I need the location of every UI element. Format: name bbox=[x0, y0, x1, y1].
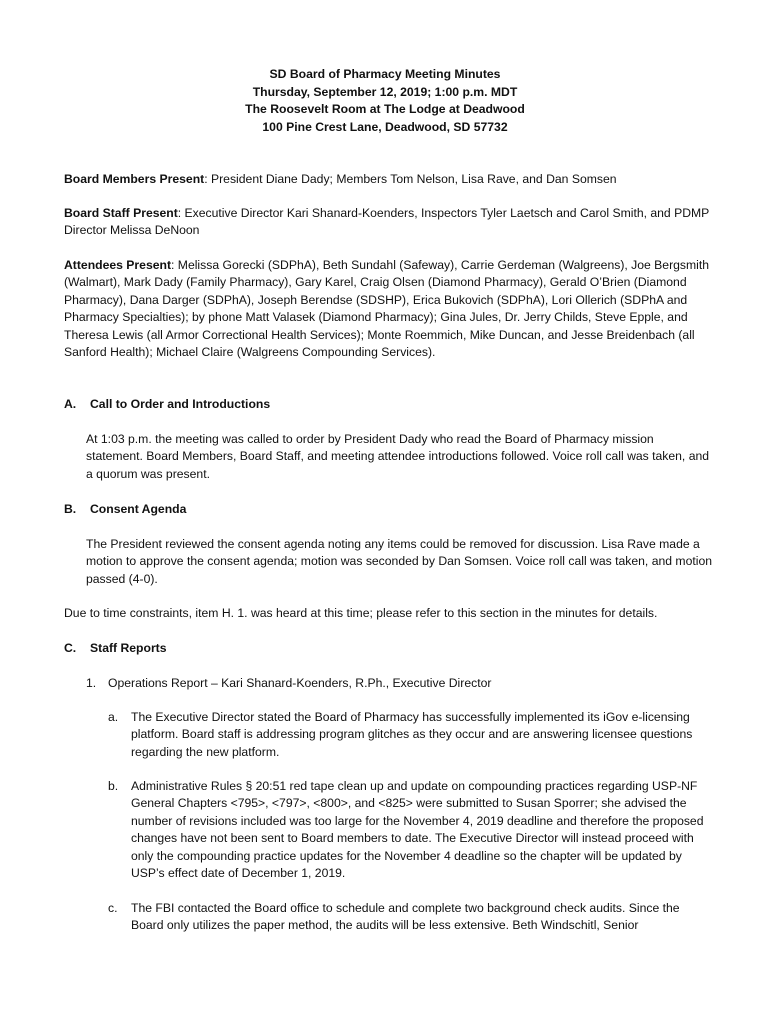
board-staff-text: : Executive Director Kari Shanard-Koenders, Inspectors Tyler Laetsch and Carol Smith, and PDMP Director Melissa DeNoon bbox=[64, 206, 710, 238]
section-b-letter: B. bbox=[64, 502, 77, 516]
time-constraints-note: Due to time constraints, item H. 1. was heard at this time; please refer to this section in the minutes for details. bbox=[64, 606, 658, 620]
sub-item-c bbox=[108, 900, 712, 935]
document-header bbox=[0, 66, 770, 136]
sub-item-a-text: The Executive Director stated the Board of Pharmacy has successfully implemented its iGov e-licensing platform. Board staff is addressing program glitches as they occur and are answering licensee questions regarding the new platform. bbox=[131, 710, 693, 759]
section-c-heading bbox=[64, 640, 167, 657]
section-c-title: Staff Reports bbox=[90, 641, 167, 655]
item-number: 1. bbox=[86, 676, 97, 690]
header-date: Thursday, September 12, 2019; 1:00 p.m. MDT bbox=[252, 84, 518, 99]
sub-item-a-letter: a. bbox=[108, 710, 119, 724]
board-staff-present bbox=[64, 205, 714, 240]
section-b-body: The President reviewed the consent agenda noting any items could be removed for discussion. Lisa Rave made a motion to approve the consent agenda; motion was seconded by Dan Somsen. Voice roll call was taken, and motion passed (4-0). bbox=[86, 537, 712, 586]
section-c-letter: C. bbox=[64, 641, 77, 655]
sub-item-c-text: The FBI contacted the Board office to schedule and complete two background check audits. Since the Board only utilizes the paper method, the audits will be less extensive. Beth Windschitl, Senior bbox=[131, 901, 680, 933]
section-a-title: Call to Order and Introductions bbox=[90, 397, 271, 411]
attendees-label: Attendees Present bbox=[64, 258, 172, 272]
header-location: The Roosevelt Room at The Lodge at Deadwood bbox=[245, 102, 525, 117]
sub-item-c-letter: c. bbox=[108, 901, 118, 915]
sub-item-b-letter: b. bbox=[108, 779, 119, 793]
operations-report-item bbox=[86, 675, 491, 692]
section-a-letter: A. bbox=[64, 397, 77, 411]
board-members-label: Board Members Present bbox=[64, 172, 205, 186]
header-title: SD Board of Pharmacy Meeting Minutes bbox=[269, 67, 501, 81]
board-members-present bbox=[64, 171, 714, 188]
section-b-heading bbox=[64, 501, 186, 518]
section-a-body: At 1:03 p.m. the meeting was called to order by President Dady who read the Board of Pharmacy mission statement. Board Members, Board Staff, and meeting attendee introductions followed. Voice roll call was taken, and a quorum was present. bbox=[86, 432, 710, 481]
header-address: 100 Pine Crest Lane, Deadwood, SD 57732 bbox=[262, 119, 508, 134]
sub-item-b-text: Administrative Rules § 20:51 red tape clean up and update on compounding practices regarding USP-NF General Chapters <795>, <797>, <800>, and <825> were submitted to Susan Sporrer; she advised the number of revisions included was too large for the November 4, 2019 deadline and therefore the proposed changes have not been sent to Board members to date. The Executive Director will instead proceed with only the compounding practice updates for the November 4 deadline so the chapter will be updated by USP’s effect date of December 1, 2019. bbox=[131, 779, 704, 881]
section-b-title: Consent Agenda bbox=[90, 502, 187, 516]
board-staff-label: Board Staff Present bbox=[64, 206, 178, 220]
sub-item-a bbox=[108, 709, 712, 761]
attendees-text: : Melissa Gorecki (SDPhA), Beth Sundahl (Safeway), Carrie Gerdeman (Walgreens), Joe Bergsmith (Walmart), Mark Dady (Family Pharmacy), Gary Karel, Craig Olsen (Diamond Pharmacy), Gerald O’Brien (Diamond Pharmacy), Dana Darger (SDPhA), Joseph Berendse (SDSHP), Erica Bukovich (SDPhA), Lori Ollerich (SDPhA and Pharmacy Specialties); by phone Matt Valasek (Diamond Pharmacy); Gina Jules, Dr. Jerry Childs, Steve Epple, and Theresa Lewis (all Armor Correctional Health Services); Monte Roemmich, Mike Duncan, and Jesse Breidenbach (all Sanford Health); Michael Claire (Walgreens Compounding Services). bbox=[64, 258, 710, 360]
sub-item-b bbox=[108, 778, 712, 882]
attendees-present bbox=[64, 257, 714, 361]
board-members-text: : President Diane Dady; Members Tom Nelson, Lisa Rave, and Dan Somsen bbox=[204, 172, 617, 186]
section-a-heading bbox=[64, 396, 270, 413]
operations-report-title: Operations Report – Kari Shanard-Koenders, R.Ph., Executive Director bbox=[108, 676, 492, 690]
